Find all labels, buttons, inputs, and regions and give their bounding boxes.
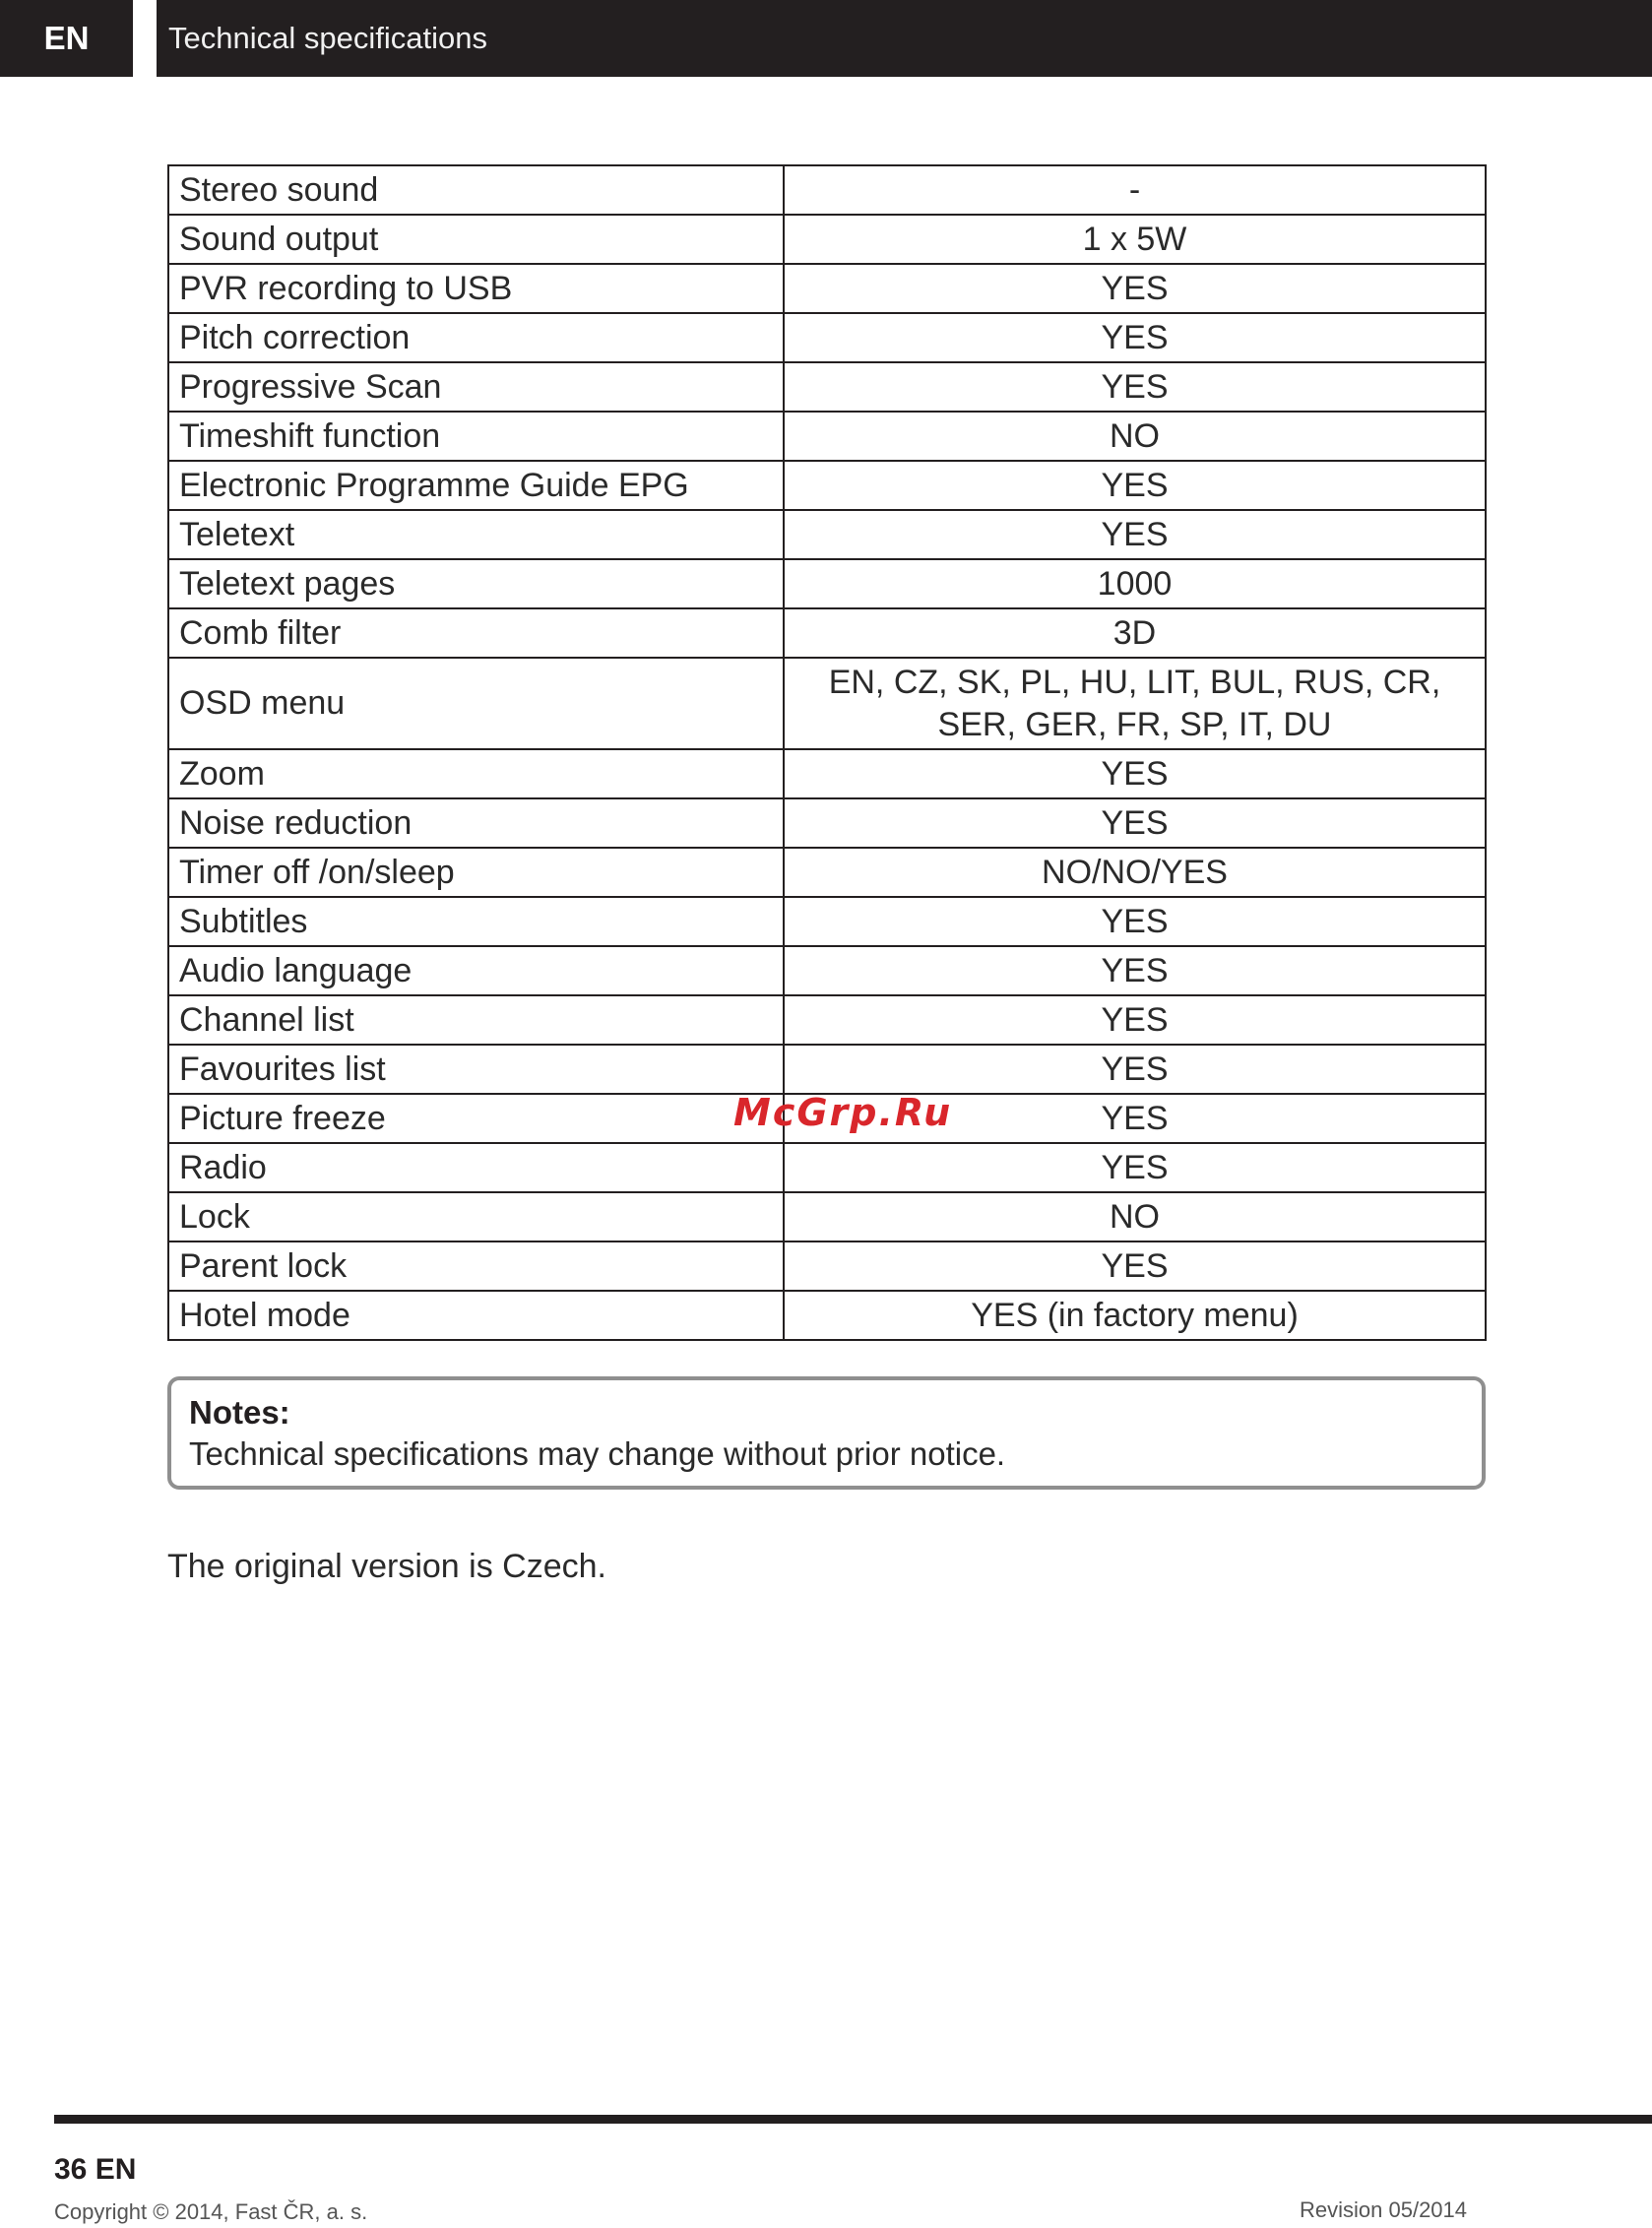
spec-value: YES xyxy=(784,313,1486,362)
spec-value: - xyxy=(784,165,1486,215)
spec-row xyxy=(168,658,1486,749)
spec-label: Stereo sound xyxy=(168,165,784,215)
spec-label: Subtitles xyxy=(168,897,784,946)
spec-row xyxy=(168,264,1486,313)
spec-value: YES xyxy=(784,264,1486,313)
spec-row xyxy=(168,608,1486,658)
spec-label: Picture freeze xyxy=(168,1094,784,1143)
spec-row xyxy=(168,1192,1486,1241)
spec-label: Audio language xyxy=(168,946,784,995)
spec-row xyxy=(168,798,1486,848)
spec-value: YES xyxy=(784,798,1486,848)
notes-title: Notes: xyxy=(189,1394,290,1431)
spec-value: YES xyxy=(784,1094,1486,1143)
spec-value: YES xyxy=(784,897,1486,946)
spec-row xyxy=(168,946,1486,995)
spec-row xyxy=(168,897,1486,946)
spec-row xyxy=(168,1241,1486,1291)
spec-row xyxy=(168,165,1486,215)
spec-label: Timeshift function xyxy=(168,412,784,461)
spec-label: Lock xyxy=(168,1192,784,1241)
original-language-note: The original version is Czech. xyxy=(167,1548,606,1585)
spec-row xyxy=(168,215,1486,264)
spec-value: YES xyxy=(784,946,1486,995)
notes-box xyxy=(167,1376,1486,1490)
notes-text: Technical specifications may change without prior notice. xyxy=(189,1435,1006,1472)
spec-row xyxy=(168,461,1486,510)
spec-value: NO xyxy=(784,1192,1486,1241)
spec-value: 3D xyxy=(784,608,1486,658)
spec-row xyxy=(168,995,1486,1045)
spec-label: Sound output xyxy=(168,215,784,264)
spec-label: Favourites list xyxy=(168,1045,784,1094)
spec-label: PVR recording to USB xyxy=(168,264,784,313)
spec-table xyxy=(167,164,1487,1341)
spec-value: YES xyxy=(784,1241,1486,1291)
spec-label: Comb filter xyxy=(168,608,784,658)
spec-label: Channel list xyxy=(168,995,784,1045)
spec-value: 1000 xyxy=(784,559,1486,608)
spec-value: EN, CZ, SK, PL, HU, LIT, BUL, RUS, CR, SER, GER, FR, SP, IT, DU xyxy=(784,658,1486,749)
spec-value: YES xyxy=(784,362,1486,412)
section-title: Technical specifications xyxy=(157,0,1652,77)
spec-label: Radio xyxy=(168,1143,784,1192)
spec-row xyxy=(168,848,1486,897)
spec-value: YES xyxy=(784,1143,1486,1192)
spec-label: Zoom xyxy=(168,749,784,798)
spec-label: Teletext xyxy=(168,510,784,559)
watermark: McGrp.Ru xyxy=(733,1091,953,1134)
page-number: 36 EN xyxy=(54,2153,137,2186)
spec-row xyxy=(168,749,1486,798)
revision: Revision 05/2014 xyxy=(1300,2197,1468,2222)
spec-value: YES (in factory menu) xyxy=(784,1291,1486,1340)
spec-value: 1 x 5W xyxy=(784,215,1486,264)
spec-label: Progressive Scan xyxy=(168,362,784,412)
spec-row xyxy=(168,412,1486,461)
spec-value: YES xyxy=(784,749,1486,798)
spec-row xyxy=(168,1143,1486,1192)
footer-divider xyxy=(54,2115,1652,2124)
spec-label: Timer off /on/sleep xyxy=(168,848,784,897)
spec-label: Teletext pages xyxy=(168,559,784,608)
spec-row xyxy=(168,362,1486,412)
spec-value: NO xyxy=(784,412,1486,461)
spec-value: YES xyxy=(784,510,1486,559)
spec-row xyxy=(168,510,1486,559)
language-tab: EN xyxy=(0,0,133,77)
spec-value: NO/NO/YES xyxy=(784,848,1486,897)
spec-row xyxy=(168,1045,1486,1094)
spec-label: Hotel mode xyxy=(168,1291,784,1340)
spec-label: OSD menu xyxy=(168,658,784,749)
spec-label: Pitch correction xyxy=(168,313,784,362)
spec-label: Parent lock xyxy=(168,1241,784,1291)
spec-row xyxy=(168,559,1486,608)
spec-row xyxy=(168,1291,1486,1340)
spec-row xyxy=(168,313,1486,362)
spec-label: Electronic Programme Guide EPG xyxy=(168,461,784,510)
spec-value: YES xyxy=(784,461,1486,510)
spec-label: Noise reduction xyxy=(168,798,784,848)
spec-value: YES xyxy=(784,1045,1486,1094)
spec-value: YES xyxy=(784,995,1486,1045)
copyright: Copyright © 2014, Fast ČR, a. s. xyxy=(54,2199,368,2224)
